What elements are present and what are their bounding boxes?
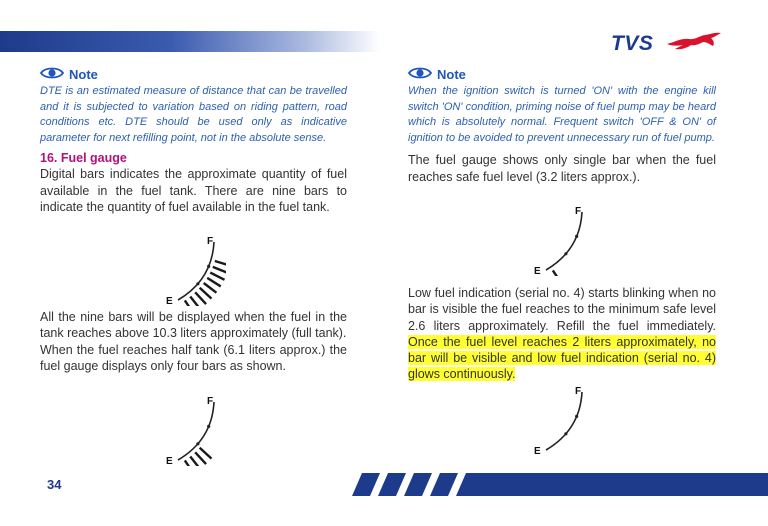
gauge-label-empty: E bbox=[166, 296, 173, 306]
gauge-label-full: F bbox=[207, 236, 214, 247]
gauge-tick bbox=[207, 265, 210, 268]
gauge-tick bbox=[564, 432, 567, 435]
gauge-bar bbox=[185, 460, 194, 466]
left-para-2b: When the fuel reaches half tank (6.1 liters approx.) the fuel gauge displays only four bars as shown. bbox=[40, 342, 347, 373]
left-column bbox=[40, 66, 347, 215]
gauge-bar bbox=[200, 448, 212, 459]
eye-icon bbox=[40, 66, 64, 83]
gauge-bar bbox=[195, 452, 206, 464]
gauge-tick bbox=[196, 282, 199, 285]
tvs-logo bbox=[611, 30, 723, 56]
gauge-bar bbox=[190, 457, 200, 466]
gauge-label-empty: E bbox=[534, 266, 541, 276]
gauge-arc bbox=[178, 402, 214, 460]
logo-text: TVS bbox=[611, 32, 654, 55]
fuel-gauge-safe-level bbox=[528, 204, 594, 276]
gauge-bar bbox=[215, 261, 226, 266]
gauge-bar bbox=[190, 297, 200, 306]
footer-stripe-bar bbox=[350, 473, 768, 496]
gauge-tick bbox=[207, 425, 210, 428]
gauge-label-full: F bbox=[207, 396, 214, 407]
right-para-2-highlight: Once the fuel level reaches 2 liters approximately, no bar will be visible and low fuel indication (serial no. 4) glows continuously. bbox=[408, 334, 716, 382]
eye-icon bbox=[408, 66, 432, 83]
gauge-tick bbox=[575, 415, 578, 418]
right-para-2 bbox=[408, 285, 716, 383]
gauge-arc bbox=[178, 242, 214, 300]
fuel-gauge-full bbox=[160, 234, 226, 306]
gauge-bar bbox=[210, 273, 224, 280]
gauge-bar bbox=[195, 292, 206, 304]
right-column-lower bbox=[408, 285, 716, 383]
right-column bbox=[408, 66, 716, 185]
gauge-tick bbox=[196, 442, 199, 445]
right-para-2-text: Low fuel indication (serial no. 4) starts blinking when no bar is visible the fuel reaches to the minimum safe level 2.6 liters approximately. Refill the fuel immediately. bbox=[408, 286, 716, 333]
fuel-gauge-half bbox=[160, 394, 226, 466]
right-note-heading bbox=[408, 66, 716, 82]
gauge-bar bbox=[207, 278, 221, 287]
horse-icon bbox=[665, 30, 723, 54]
left-column-lower bbox=[40, 309, 347, 374]
gauge-label-full: F bbox=[575, 386, 582, 397]
gauge-bar bbox=[204, 283, 217, 293]
header-gradient-bar bbox=[0, 31, 380, 52]
left-para-1: Digital bars indicates the approximate quantity of fuel available in the fuel tank. There are nine bars to indicate the quantity of fuel available in the fuel tank. bbox=[40, 167, 347, 214]
gauge-bar bbox=[553, 270, 562, 276]
gauge-arc bbox=[546, 212, 582, 270]
gauge-bar bbox=[200, 288, 212, 299]
section-title: 16. Fuel gauge bbox=[40, 151, 127, 166]
right-note-text: When the ignition switch is turned 'ON' with the engine kill switch 'ON' condition, priming noise of fuel pump may be heard which is absolutely normal. Frequent switch 'OFF & ON' of ignition to be avoided to prevent unnecessary run of fuel pump. bbox=[408, 85, 716, 144]
left-note-title: Note bbox=[69, 66, 98, 82]
right-para-1: The fuel gauge shows only single bar when the fuel reaches safe fuel level (3.2 liters approx.). bbox=[408, 153, 716, 184]
left-note-heading bbox=[40, 66, 347, 82]
right-note-title: Note bbox=[437, 66, 466, 82]
gauge-label-empty: E bbox=[166, 456, 173, 466]
fuel-gauge-empty bbox=[528, 384, 594, 456]
gauge-arc bbox=[546, 392, 582, 450]
gauge-bar bbox=[185, 300, 194, 306]
left-note-text: DTE is an estimated measure of distance that can be travelled and it is subjected to variation based on riding pattern, road conditions etc. DTE should be used only as indicative parameter for next refilling point, not in the absolute sense. bbox=[40, 85, 347, 144]
left-para-2a: All the nine bars will be displayed when the fuel in the tank reaches above 10.3 liters approximately (full tank). bbox=[40, 310, 347, 341]
gauge-tick bbox=[575, 235, 578, 238]
page-number: 34 bbox=[47, 477, 62, 492]
gauge-label-full: F bbox=[575, 206, 582, 217]
gauge-tick bbox=[564, 252, 567, 255]
gauge-label-empty: E bbox=[534, 446, 541, 456]
gauge-bar bbox=[213, 267, 226, 273]
